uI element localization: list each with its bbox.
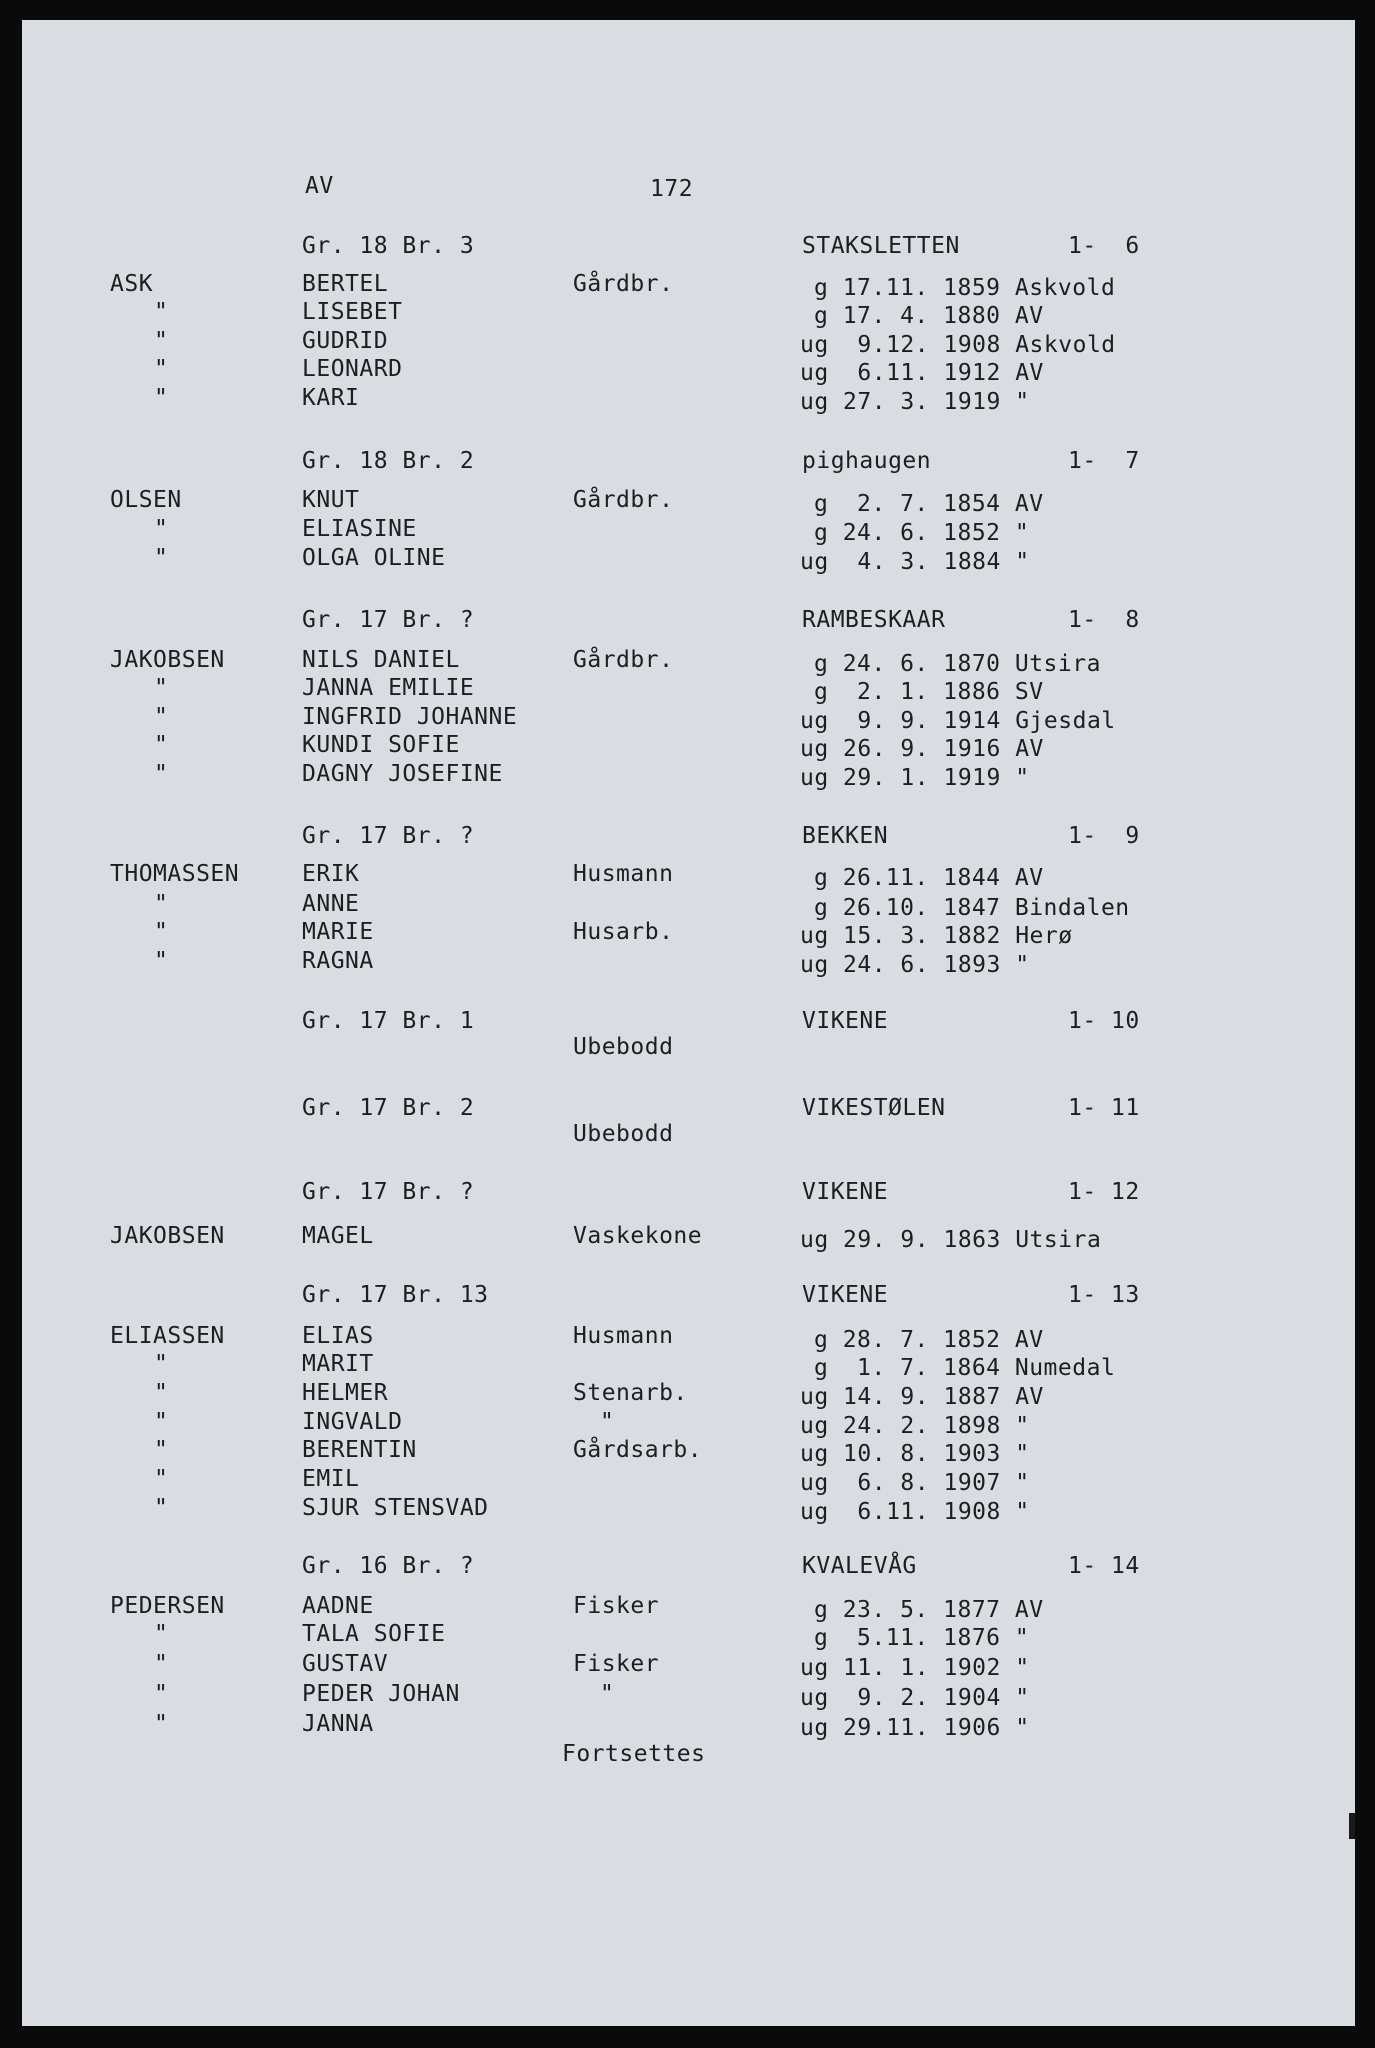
given-name: KARI: [302, 385, 360, 411]
ditto-mark: ": [154, 516, 169, 542]
birth-record: g 24. 6. 1870 Utsira: [814, 651, 1101, 677]
place-name: RAMBESKAAR: [802, 607, 946, 633]
ditto-mark: ": [154, 299, 169, 325]
birth-record: ug 29. 9. 1863 Utsira: [800, 1227, 1102, 1253]
sheet-number: 1- 10: [1068, 1008, 1140, 1034]
occupation: Husmann: [573, 861, 674, 887]
given-name: KUNDI SOFIE: [302, 732, 460, 758]
given-name: EMIL: [302, 1466, 360, 1492]
given-name: AADNE: [302, 1593, 374, 1619]
ditto-mark: ": [154, 328, 169, 354]
property-reference: Gr. 17 Br. ?: [302, 607, 475, 633]
occupation: Gårdbr.: [573, 271, 674, 297]
ditto-mark: ": [154, 1651, 169, 1677]
birth-record: g 5.11. 1876 ": [814, 1625, 1030, 1651]
ditto-mark: ": [154, 1681, 169, 1707]
birth-record: ug 26. 9. 1916 AV: [800, 736, 1044, 762]
given-name: PEDER JOHAN: [302, 1681, 460, 1707]
given-name: JANNA EMILIE: [302, 675, 475, 701]
given-name: DAGNY JOSEFINE: [302, 761, 503, 787]
given-name: KNUT: [302, 487, 360, 513]
ditto-mark: ": [600, 1681, 615, 1707]
given-name: ELIASINE: [302, 516, 417, 542]
birth-record: ug 14. 9. 1887 AV: [800, 1384, 1044, 1410]
given-name: INGFRID JOHANNE: [302, 704, 518, 730]
occupation: Fisker: [573, 1593, 660, 1619]
occupation: Ubebodd: [573, 1034, 674, 1060]
surname: THOMASSEN: [110, 861, 240, 887]
birth-record: ug 6.11. 1908 ": [800, 1499, 1030, 1525]
ditto-mark: ": [154, 1495, 169, 1521]
surname: ASK: [110, 271, 154, 297]
ditto-mark: ": [154, 1437, 169, 1463]
given-name: ANNE: [302, 891, 360, 917]
occupation: Gårdsarb.: [573, 1437, 703, 1463]
place-name: KVALEVÅG: [802, 1553, 917, 1579]
birth-record: ug 6.11. 1912 AV: [800, 360, 1044, 386]
given-name: LISEBET: [302, 299, 403, 325]
continued-note: Fortsettes: [562, 1741, 706, 1767]
given-name: NILS DANIEL: [302, 647, 460, 673]
surname: ELIASSEN: [110, 1323, 225, 1349]
sheet-number: 1- 11: [1068, 1095, 1140, 1121]
ditto-mark: ": [154, 948, 169, 974]
birth-record: g 17.11. 1859 Askvold: [814, 275, 1116, 301]
birth-record: ug 10. 8. 1903 ": [800, 1441, 1030, 1467]
birth-record: ug 9.12. 1908 Askvold: [800, 332, 1116, 358]
birth-record: ug 11. 1. 1902 ": [800, 1655, 1030, 1681]
given-name: MARIT: [302, 1351, 374, 1377]
given-name: GUSTAV: [302, 1651, 389, 1677]
given-name: OLGA OLINE: [302, 545, 446, 571]
property-reference: Gr. 17 Br. 1: [302, 1008, 475, 1034]
birth-record: ug 27. 3. 1919 ": [800, 389, 1030, 415]
ditto-mark: ": [154, 919, 169, 945]
birth-record: g 2. 1. 1886 SV: [814, 679, 1044, 705]
birth-record: g 23. 5. 1877 AV: [814, 1597, 1044, 1623]
birth-record: ug 9. 2. 1904 ": [800, 1685, 1030, 1711]
sheet-number: 1- 6: [1068, 233, 1140, 259]
place-name: BEKKEN: [802, 823, 889, 849]
ditto-mark: ": [154, 1466, 169, 1492]
birth-record: g 26.10. 1847 Bindalen: [814, 895, 1130, 921]
given-name: ERIK: [302, 861, 360, 887]
birth-record: ug 29.11. 1906 ": [800, 1715, 1030, 1741]
sheet-number: 1- 8: [1068, 607, 1140, 633]
birth-record: g 17. 4. 1880 AV: [814, 303, 1044, 329]
place-name: VIKESTØLEN: [802, 1095, 946, 1121]
surname: JAKOBSEN: [110, 647, 225, 673]
ditto-mark: ": [600, 1409, 615, 1435]
ditto-mark: ": [154, 761, 169, 787]
given-name: RAGNA: [302, 948, 374, 974]
sheet-number: 1- 9: [1068, 823, 1140, 849]
given-name: HELMER: [302, 1380, 389, 1406]
given-name: LEONARD: [302, 356, 403, 382]
ditto-mark: ": [154, 545, 169, 571]
page-number: 172: [650, 176, 694, 202]
birth-record: ug 15. 3. 1882 Herø: [800, 923, 1073, 949]
property-reference: Gr. 17 Br. ?: [302, 1179, 475, 1205]
birth-record: ug 29. 1. 1919 ": [800, 765, 1030, 791]
ditto-mark: ": [154, 732, 169, 758]
occupation: Husarb.: [573, 919, 674, 945]
occupation: Husmann: [573, 1323, 674, 1349]
given-name: GUDRID: [302, 328, 389, 354]
given-name: BERTEL: [302, 271, 389, 297]
given-name: BERENTIN: [302, 1437, 417, 1463]
given-name: ELIAS: [302, 1323, 374, 1349]
occupation: Gårdbr.: [573, 647, 674, 673]
property-reference: Gr. 17 Br. 2: [302, 1095, 475, 1121]
surname: PEDERSEN: [110, 1593, 225, 1619]
sheet-number: 1- 13: [1068, 1282, 1140, 1308]
occupation: Vaskekone: [573, 1223, 703, 1249]
birth-record: g 24. 6. 1852 ": [814, 520, 1030, 546]
given-name: SJUR STENSVAD: [302, 1495, 489, 1521]
occupation: Ubebodd: [573, 1121, 674, 1147]
place-name: pighaugen: [802, 448, 932, 474]
margin-mark: [1349, 1813, 1355, 1839]
birth-record: g 26.11. 1844 AV: [814, 865, 1044, 891]
property-reference: Gr. 17 Br. ?: [302, 823, 475, 849]
sheet-number: 1- 12: [1068, 1179, 1140, 1205]
ditto-mark: ": [154, 1409, 169, 1435]
property-reference: Gr. 18 Br. 2: [302, 448, 475, 474]
ditto-mark: ": [154, 1351, 169, 1377]
surname: OLSEN: [110, 487, 182, 513]
occupation: Fisker: [573, 1651, 660, 1677]
birth-record: ug 6. 8. 1907 ": [800, 1470, 1030, 1496]
ditto-mark: ": [154, 356, 169, 382]
birth-record: ug 9. 9. 1914 Gjesdal: [800, 708, 1116, 734]
birth-record: g 28. 7. 1852 AV: [814, 1327, 1044, 1353]
ditto-mark: ": [154, 1621, 169, 1647]
occupation: Gårdbr.: [573, 487, 674, 513]
occupation: Stenarb.: [573, 1380, 688, 1406]
ditto-mark: ": [154, 891, 169, 917]
ditto-mark: ": [154, 1711, 169, 1737]
sheet-number: 1- 14: [1068, 1553, 1140, 1579]
place-name: STAKSLETTEN: [802, 233, 960, 259]
given-name: MAGEL: [302, 1223, 374, 1249]
birth-record: ug 24. 6. 1893 ": [800, 952, 1030, 978]
given-name: INGVALD: [302, 1409, 403, 1435]
given-name: MARIE: [302, 919, 374, 945]
place-name: VIKENE: [802, 1282, 889, 1308]
area-label: AV: [305, 173, 334, 199]
given-name: TALA SOFIE: [302, 1621, 446, 1647]
ditto-mark: ": [154, 1380, 169, 1406]
place-name: VIKENE: [802, 1179, 889, 1205]
birth-record: g 2. 7. 1854 AV: [814, 491, 1044, 517]
property-reference: Gr. 18 Br. 3: [302, 233, 475, 259]
birth-record: g 1. 7. 1864 Numedal: [814, 1355, 1116, 1381]
place-name: VIKENE: [802, 1008, 889, 1034]
surname: JAKOBSEN: [110, 1223, 225, 1249]
ditto-mark: ": [154, 675, 169, 701]
ditto-mark: ": [154, 385, 169, 411]
property-reference: Gr. 17 Br. 13: [302, 1282, 489, 1308]
paper-sheet: [22, 20, 1355, 2026]
property-reference: Gr. 16 Br. ?: [302, 1553, 475, 1579]
ditto-mark: ": [154, 704, 169, 730]
birth-record: ug 24. 2. 1898 ": [800, 1413, 1030, 1439]
birth-record: ug 4. 3. 1884 ": [800, 549, 1030, 575]
given-name: JANNA: [302, 1711, 374, 1737]
sheet-number: 1- 7: [1068, 448, 1140, 474]
